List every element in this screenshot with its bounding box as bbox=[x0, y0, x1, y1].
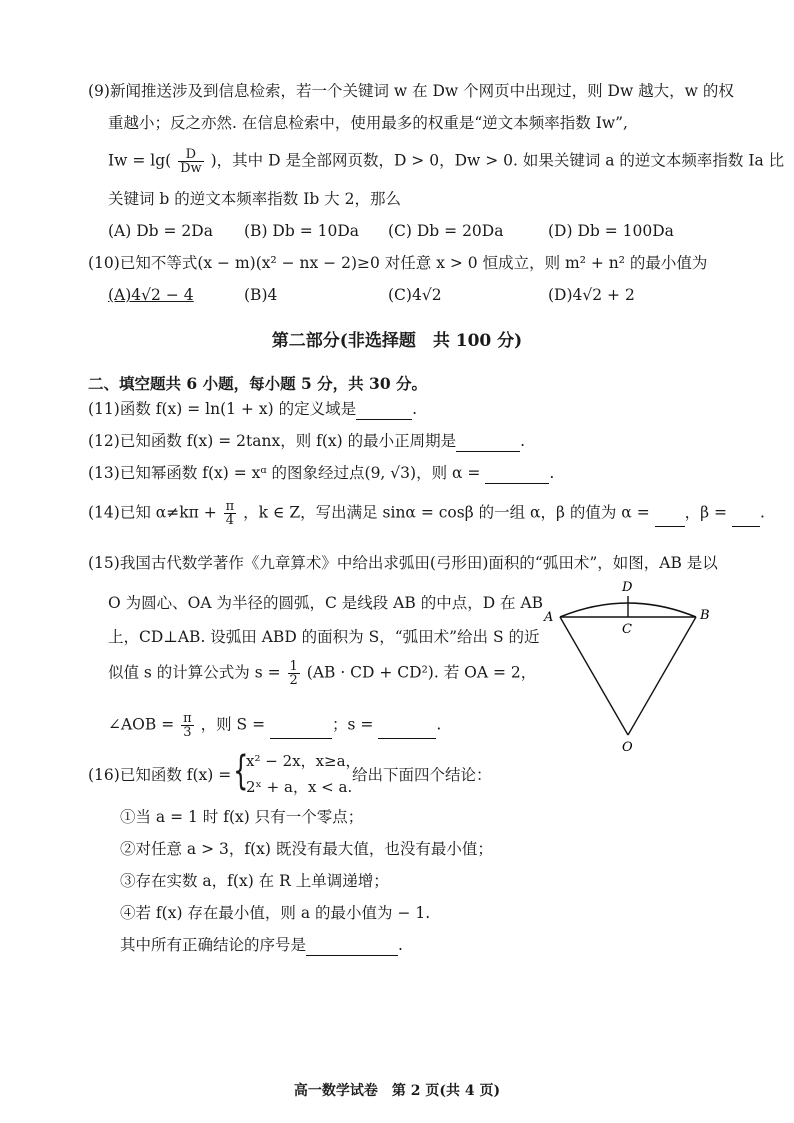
q15-line5-mid: ，则 S = bbox=[200, 715, 266, 734]
q11: (11)函数 f(x) = ln(1 + x) 的定义域是 . bbox=[88, 400, 418, 418]
q15-angle-fraction bbox=[181, 712, 194, 739]
q15-S-blank[interactable] bbox=[270, 722, 332, 739]
q13: (13)已知幂函数 f(x) = xᵅ 的图象经过点(9, √3)，则 α = . bbox=[88, 464, 555, 482]
q14-fraction-num: π bbox=[225, 499, 235, 514]
q11-text: (11)函数 f(x) = ln(1 + x) 的定义域是 bbox=[88, 400, 357, 418]
part-two-title: 第二部分(非选择题 共 100 分) bbox=[271, 331, 523, 351]
q16-piece1: x² − 2x，x≥a， bbox=[246, 752, 361, 770]
label-c: C bbox=[622, 622, 632, 637]
q15-line4-end: (AB · CD + CD²). 若 OA = 2， bbox=[306, 663, 537, 682]
label-a: A bbox=[544, 610, 554, 625]
q13-answer-blank[interactable] bbox=[485, 467, 549, 484]
q14-fraction-den: 4 bbox=[225, 513, 235, 528]
q9-option-c: (C) Db = 20Da bbox=[388, 222, 504, 240]
q15-half-fraction bbox=[288, 660, 300, 687]
q9-option-d: (D) Db = 100Da bbox=[548, 222, 674, 240]
q10-line1: (10)已知不等式(x − m)(x² − nx − 2)≥0 对任意 x > 0 恒成立，则 m² + n² 的最小值为 bbox=[88, 254, 708, 272]
q12-answer-blank[interactable] bbox=[456, 435, 520, 452]
q15-s-blank[interactable] bbox=[378, 722, 436, 739]
q13-text: (13)已知幂函数 f(x) = xᵅ 的图象经过点(9, √3)，则 α = bbox=[88, 464, 481, 482]
radius-ob bbox=[628, 617, 696, 735]
radius-oa bbox=[560, 617, 628, 735]
q10-option-a: (A)4√2 − 4 bbox=[108, 286, 194, 304]
q16-answer-blank[interactable] bbox=[306, 939, 398, 956]
q15-angle-den: 3 bbox=[183, 725, 192, 740]
q14: (14)已知 α≠kπ + $\frac{\pi}{4}$ ，k ∈ Z，写出满足 sinα = cosβ 的一组 α，β 的值为 α = ，β = . bbox=[88, 499, 765, 528]
q16-conclusion-1: ①当 a = 1 时 f(x) 只有一个零点； bbox=[120, 808, 364, 826]
q16-piece2: 2ˣ + a，x < a. bbox=[246, 778, 353, 796]
section-two-heading: 二、填空题共 6 小题，每小题 5 分，共 30 分。 bbox=[88, 374, 428, 393]
q9-line3 bbox=[108, 148, 784, 175]
label-b: B bbox=[700, 608, 710, 623]
q16-answer-line: 其中所有正确结论的序号是 . bbox=[120, 936, 403, 954]
label-o: O bbox=[622, 740, 633, 755]
q14-beta-blank[interactable] bbox=[732, 510, 760, 527]
q9-formula-start: Iw = lg( bbox=[108, 151, 172, 170]
q12-text: (12)已知函数 f(x) = 2tanx，则 f(x) 的最小正周期是 bbox=[88, 432, 457, 450]
q9-fraction bbox=[178, 148, 204, 175]
q10-option-c: (C)4√2 bbox=[388, 286, 442, 304]
q9-option-a: (A) Db = 2Da bbox=[108, 222, 213, 240]
q9-formula-end: )，其中 D 是全部网页数，D > 0，Dw > 0. 如果关键词 a 的逆文本频率指数 Ia 比 bbox=[210, 151, 785, 170]
q15-line4 bbox=[108, 660, 536, 687]
q16-conclusion-2: ②对任意 a > 3，f(x) 既没有最大值，也没有最小值； bbox=[120, 840, 493, 858]
arc-field-figure bbox=[538, 575, 718, 755]
q12: (12)已知函数 f(x) = 2tanx，则 f(x) 的最小正周期是 . bbox=[88, 432, 526, 450]
q14-text-b: ，k ∈ Z，写出满足 sinα = cosβ 的一组 α，β 的值为 α = bbox=[243, 503, 650, 522]
piecewise-brace: { bbox=[233, 748, 249, 794]
q14-text-a: (14)已知 α≠kπ + bbox=[88, 503, 217, 522]
q10-option-d: (D)4√2 + 2 bbox=[548, 286, 635, 304]
q15-half-den: 2 bbox=[289, 673, 298, 688]
q9-option-b: (B) Db = 10Da bbox=[244, 222, 359, 240]
q16-answer-text: 其中所有正确结论的序号是 bbox=[120, 936, 307, 954]
q16-intro: 给出下面四个结论： bbox=[352, 766, 492, 784]
page-footer: 高一数学试卷 第 2 页(共 4 页) bbox=[293, 1083, 501, 1099]
q15-line1: (15)我国古代数学著作《九章算术》中给出求弧田(弓形田)面积的“弧田术”，如图，AB 是以 bbox=[88, 554, 718, 572]
q15-line5-end: ；s = bbox=[332, 715, 374, 734]
q14-fraction bbox=[224, 500, 237, 527]
q16-head: (16)已知函数 f(x) = bbox=[88, 766, 232, 784]
q16-conclusion-3: ③存在实数 a，f(x) 在 R 上单调递增； bbox=[120, 872, 389, 890]
q15-line5: ∠AOB = $\frac{\pi}{3}$ ，则 S = ；s = . bbox=[108, 711, 442, 740]
q15-half-num: 1 bbox=[289, 659, 298, 674]
q9-line2: 重越小；反之亦然. 在信息检索中，使用最多的权重是“逆文本频率指数 Iw”, bbox=[108, 114, 628, 132]
q14-text-c: ，β = bbox=[684, 503, 728, 522]
q9-fraction-num: D bbox=[178, 148, 204, 162]
q14-alpha-blank[interactable] bbox=[655, 510, 685, 527]
q15-angle-num: π bbox=[183, 711, 192, 726]
q15-line3: 上，CD⊥AB. 设弧田 ABD 的面积为 S，“弧田术”给出 S 的近 bbox=[108, 628, 540, 646]
q11-answer-blank[interactable] bbox=[356, 403, 412, 420]
q9-line1: (9)新闻推送涉及到信息检索，若一个关键词 w 在 Dw 个网页中出现过，则 Dw 越大，w 的权 bbox=[88, 82, 734, 100]
q15-line5-start: ∠AOB = bbox=[108, 715, 175, 734]
q16-conclusion-4: ④若 f(x) 存在最小值，则 a 的最小值为 − 1. bbox=[120, 904, 431, 922]
q9-fraction-den: Dw bbox=[180, 161, 202, 176]
label-d: D bbox=[622, 580, 633, 595]
q15-line2: O 为圆心、OA 为半径的圆弧，C 是线段 AB 的中点，D 在 AB bbox=[108, 594, 544, 612]
q15-line4-start: 似值 s 的计算公式为 s = bbox=[108, 663, 281, 682]
q10-option-b: (B)4 bbox=[244, 286, 278, 304]
q9-line4: 关键词 b 的逆文本频率指数 Ib 大 2，那么 bbox=[108, 190, 401, 208]
